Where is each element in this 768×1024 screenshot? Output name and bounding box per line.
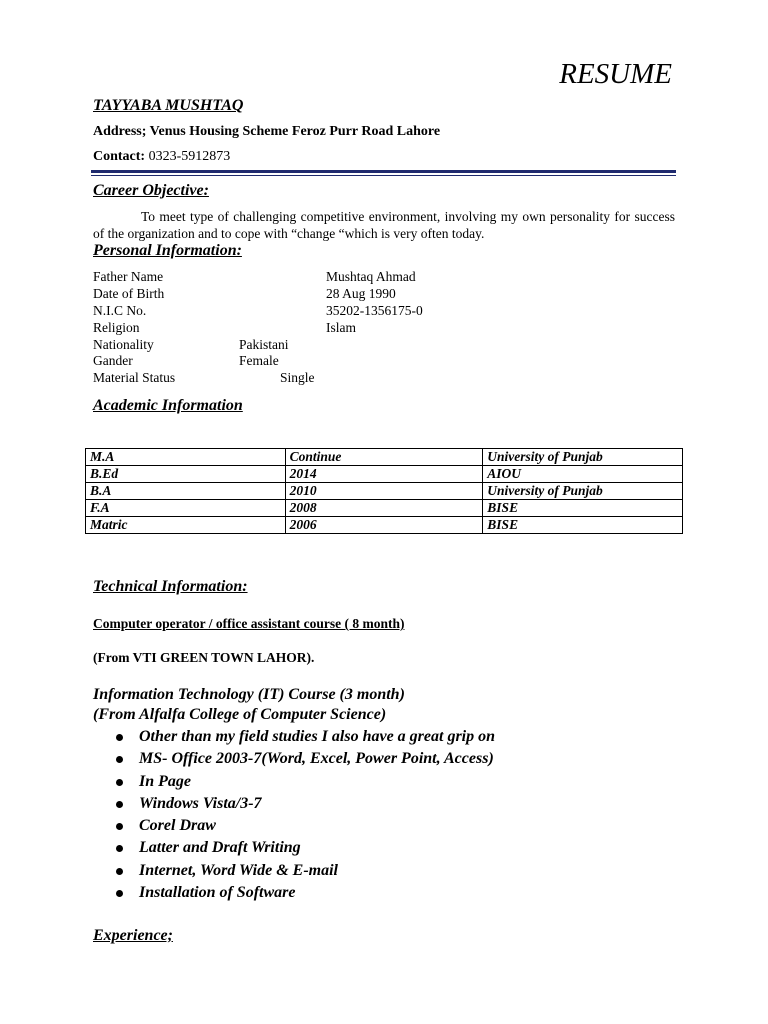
personal-label-nationality: Nationality — [93, 337, 154, 352]
table-row — [86, 466, 683, 483]
table-row — [86, 517, 683, 534]
bullet-icon — [116, 779, 123, 786]
year-cell: Continue — [285, 449, 483, 466]
list-item — [113, 771, 495, 793]
skills-list — [113, 726, 495, 904]
bullet-icon — [116, 756, 123, 763]
degree-cell: B.A — [86, 483, 286, 500]
experience-heading: Experience; — [93, 927, 173, 944]
career-objective-heading: Career Objective: — [93, 182, 209, 199]
career-objective-line-1: To meet type of challenging competitive environment, involving my own personality — [141, 209, 611, 224]
personal-value-marital-status: Single — [280, 370, 315, 385]
bullet-icon — [116, 845, 123, 852]
personal-value-gender: Female — [239, 353, 279, 368]
table-row — [86, 449, 683, 466]
institute-cell: University of Punjab — [483, 483, 683, 500]
contact-label: Contact: — [93, 149, 146, 164]
degree-cell: F.A — [86, 500, 286, 517]
bullet-icon — [116, 823, 123, 830]
skill-text: Corel Draw — [139, 817, 216, 835]
bullet-icon — [116, 890, 123, 897]
skill-text: Installation of Software — [139, 884, 296, 902]
year-cell: 2006 — [285, 517, 483, 534]
computer-operator-course: Computer operator / office assistant course ( 8 month) — [93, 616, 405, 631]
year-cell: 2010 — [285, 483, 483, 500]
list-item — [113, 882, 495, 904]
table-row — [86, 483, 683, 500]
degree-cell: B.Ed — [86, 466, 286, 483]
bullet-icon — [116, 734, 123, 741]
personal-value-nic: 35202-1356175-0 — [326, 303, 423, 318]
technical-information-heading: Technical Information: — [93, 578, 248, 595]
skill-text: MS- Office 2003-7(Word, Excel, Power Point, Access) — [139, 750, 494, 768]
degree-cell: M.A — [86, 449, 286, 466]
year-cell: 2008 — [285, 500, 483, 517]
personal-label-nic: N.I.C No. — [93, 303, 147, 318]
personal-label-father-name: Father Name — [93, 269, 164, 284]
header-divider-thin — [91, 175, 676, 176]
course-institute: (From VTI GREEN TOWN LAHOR). — [93, 650, 315, 665]
personal-value-nationality: Pakistani — [239, 337, 289, 352]
institute-cell: AIOU — [483, 466, 683, 483]
list-item — [113, 748, 495, 770]
list-item — [113, 793, 495, 815]
career-objective-line-2: for success of the organization and to cope with “change “which is very often today. — [93, 209, 675, 241]
contact-value: 0323-5912873 — [148, 149, 231, 164]
personal-value-dob: 28 Aug 1990 — [326, 286, 396, 301]
header-divider-thick — [91, 170, 676, 173]
academic-table — [85, 448, 683, 534]
personal-value-father-name: Mushtaq Ahmad — [326, 269, 416, 284]
institute-cell: BISE — [483, 500, 683, 517]
list-item — [113, 815, 495, 837]
address-line: Address; Venus Housing Scheme Feroz Purr Road Lahore — [93, 124, 441, 139]
academic-information-heading: Academic Information — [93, 397, 243, 414]
institute-cell: BISE — [483, 517, 683, 534]
list-item — [113, 726, 495, 748]
personal-label-gender: Gander — [93, 353, 133, 368]
it-course-institute: (From Alfalfa College of Computer Science) — [93, 706, 387, 723]
degree-cell: Matric — [86, 517, 286, 534]
document-title: RESUME — [559, 58, 672, 90]
table-row — [86, 500, 683, 517]
skill-text: Internet, Word Wide & E-mail — [139, 861, 338, 879]
skill-text: Latter and Draft Writing — [139, 839, 301, 857]
list-item — [113, 837, 495, 859]
contact-line — [93, 149, 230, 165]
bullet-icon — [116, 801, 123, 808]
applicant-name: TAYYABA MUSHTAQ — [93, 97, 244, 114]
institute-cell: University of Punjab — [483, 449, 683, 466]
personal-value-religion: Islam — [326, 320, 356, 335]
skill-text: Windows Vista/3-7 — [139, 794, 262, 812]
personal-label-religion: Religion — [93, 320, 140, 335]
year-cell: 2014 — [285, 466, 483, 483]
skill-text: In Page — [139, 772, 191, 790]
personal-label-marital-status: Material Status — [93, 370, 176, 385]
it-course-title: Information Technology (IT) Course (3 month) — [93, 686, 405, 703]
bullet-icon — [116, 868, 123, 875]
skill-text: Other than my field studies I also have a great grip on — [139, 728, 496, 745]
career-objective-text — [93, 208, 675, 242]
personal-information-heading: Personal Information: — [93, 242, 242, 259]
personal-label-dob: Date of Birth — [93, 286, 165, 301]
list-item — [113, 860, 495, 882]
